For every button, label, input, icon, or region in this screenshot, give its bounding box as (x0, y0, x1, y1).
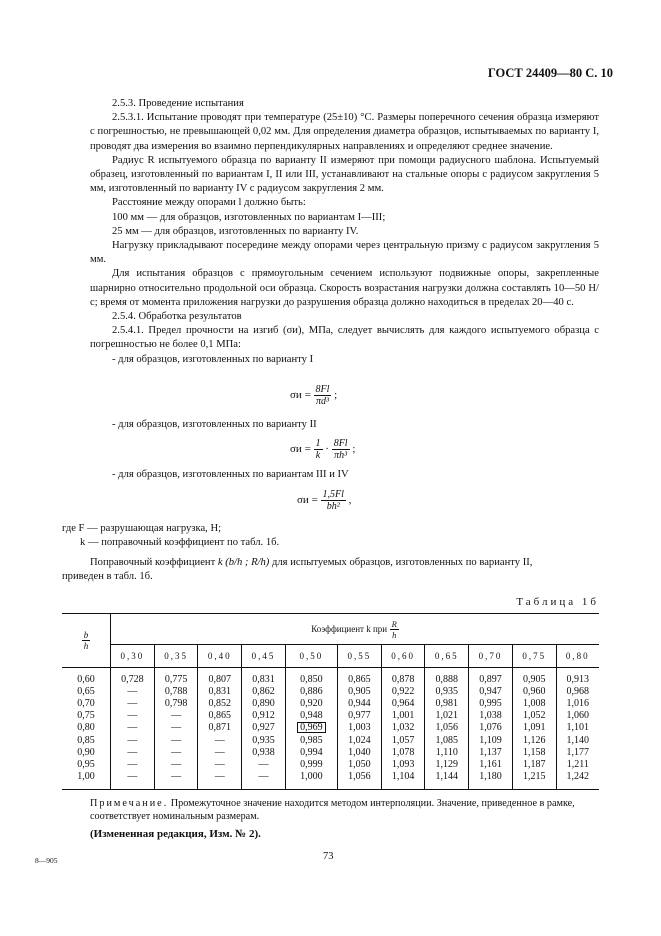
paragraph: Расстояние между опорами l должно быть: (112, 197, 306, 209)
formula-dot: · (325, 443, 329, 456)
fraction-denominator: bh² (326, 501, 340, 512)
table-cell (512, 686, 556, 698)
table-cell-value: — (127, 746, 138, 758)
table-cell-value: 1,144 (435, 770, 459, 782)
table-cell (425, 710, 469, 722)
table-cell-value: 1,140 (566, 734, 590, 746)
table-cell-value: 0,888 (435, 674, 459, 686)
formula-tail: ; (334, 389, 338, 402)
table-cell (154, 734, 198, 746)
table-cell-value: 0,807 (208, 674, 232, 686)
table-cell-value: 1,056 (348, 770, 371, 782)
table-cell (556, 747, 599, 759)
table-cell (111, 771, 155, 790)
table-cell (154, 698, 198, 710)
table-cell-value: 0,913 (566, 674, 590, 686)
table-cell-value: 1,180 (479, 770, 502, 782)
fraction-denominator: πh³ (334, 450, 348, 461)
table-cell (425, 747, 469, 759)
table-cell-value: 1,091 (522, 722, 546, 734)
table-cell (381, 722, 425, 734)
table-cell (425, 734, 469, 746)
table-cell-value: — (127, 698, 138, 710)
table-cell (381, 734, 425, 746)
table-cell (111, 686, 155, 698)
table-row-header: 0,80 (62, 722, 111, 734)
table-cell (381, 686, 425, 698)
note-label: Примечание. (90, 798, 169, 809)
table-cell (242, 747, 286, 759)
table-row (62, 734, 599, 746)
table-cell-value: 0,886 (300, 686, 323, 698)
table-cell-value: 0,944 (348, 698, 371, 710)
formula-fraction-k (314, 438, 323, 461)
table-cell (242, 710, 286, 722)
table-cell (285, 686, 337, 698)
table-cell-value: 1,052 (522, 710, 546, 722)
table-cell (469, 698, 513, 710)
table-row-header: 0,95 (62, 759, 111, 771)
table-cell-value: 1,003 (348, 722, 371, 734)
table-cell (337, 734, 381, 746)
table-cell-value: — (127, 686, 138, 698)
table-cell-value: — (214, 734, 225, 746)
table-cell-value: 0,935 (252, 734, 275, 746)
table-cell (425, 668, 469, 687)
table-cell-value: 0,912 (252, 710, 275, 722)
table-cell (285, 668, 337, 687)
table-cell (556, 698, 599, 710)
formula-lhs: σи = (290, 389, 311, 402)
table-cell-value: 1,060 (566, 710, 590, 722)
formula-fraction (314, 384, 332, 407)
table-cell-value: — (171, 722, 182, 734)
table-cell-value: 0,968 (566, 686, 590, 698)
table-cell (285, 734, 337, 746)
table-cell (381, 710, 425, 722)
table-cell (425, 686, 469, 698)
table-cell-value: 1,110 (435, 746, 458, 758)
table-cell-value: 1,076 (479, 722, 502, 734)
table-cell-value: 1,215 (522, 770, 546, 782)
table-column-header: 0,75 (512, 645, 556, 668)
section-heading-testing: 2.5.3. Проведение испытания (112, 98, 244, 109)
table-cell-value: — (171, 770, 182, 782)
table-cell-value: — (258, 770, 269, 782)
coef-text-c: приведен в табл. 1б. (62, 571, 153, 583)
table-column-header: 0,35 (154, 645, 198, 668)
table-cell (111, 668, 155, 687)
table-cell (198, 759, 242, 771)
table-cell (285, 710, 337, 722)
paragraph: 2.5.4.1. Предел прочности на изгиб (σи), МПа, следует вычислять для каждого испытуемого образца с погрешностью не более 0,1 МПа: (90, 325, 599, 351)
table-cell-value: 0,995 (479, 698, 502, 710)
table-cell-value: 0,935 (435, 686, 459, 698)
table-cell-value: 0,964 (391, 698, 415, 710)
table-cell-value: 0,977 (348, 710, 371, 722)
table-row-header: 0,90 (62, 747, 111, 759)
table-cell (512, 710, 556, 722)
fraction-numerator: 8Fl (333, 438, 348, 449)
table-column-header: 0,45 (242, 645, 286, 668)
table-cell (425, 771, 469, 790)
where-block (62, 522, 602, 550)
table-cell (154, 747, 198, 759)
table-cell-value: 0,938 (252, 746, 275, 758)
table-cell (381, 747, 425, 759)
table-cell-value: 1,050 (348, 758, 371, 770)
table-cell-value: 0,728 (121, 674, 144, 686)
table-cell-value: 1,126 (522, 734, 546, 746)
table-cell-value: 1,078 (391, 746, 415, 758)
coef-expression: k (b/h ; R/h) (217, 557, 270, 568)
formula-tail: , (348, 494, 352, 507)
table-cell (512, 722, 556, 734)
table-cell-value: — (171, 746, 182, 758)
table-cell-value: 0,927 (252, 722, 275, 734)
table-cell (154, 722, 198, 734)
section-heading-results: 2.5.4. Обработка результатов (112, 311, 242, 323)
table-cell-value: 0,850 (300, 674, 323, 686)
table-cell-value: 0,831 (208, 686, 232, 698)
table-cell-value: 0,922 (391, 686, 415, 698)
table-cell (512, 698, 556, 710)
paragraph: - для образцов, изготовленных по варианту I (112, 353, 314, 365)
table-note (90, 797, 599, 823)
table-cell-value: — (127, 710, 138, 722)
table-cell-value: — (127, 722, 138, 734)
table-cell-value: — (171, 758, 182, 770)
table-cell-value: 0,852 (208, 698, 232, 710)
table-cell-value: 0,897 (479, 674, 502, 686)
table-cell (425, 759, 469, 771)
table-cell (512, 668, 556, 687)
body-text-f2-intro (90, 418, 599, 432)
fraction-numerator: 1 (315, 438, 321, 449)
paragraph: 100 мм — для образцов, изготовленных по вариантам I—III; (112, 211, 386, 223)
table-cell (198, 747, 242, 759)
table-cell-value: 0,999 (300, 758, 323, 770)
table-cell-value: — (171, 710, 182, 722)
table-cell (469, 710, 513, 722)
table-cell (469, 759, 513, 771)
table-cell-value: 1,158 (522, 746, 546, 758)
table-cell (154, 759, 198, 771)
table-cell (198, 698, 242, 710)
table-cell-value: 0,878 (391, 674, 415, 686)
table-cell (198, 722, 242, 734)
table-cell (242, 668, 286, 687)
table-cell-value: 1,057 (391, 734, 415, 746)
table-cell (285, 771, 337, 790)
table-column-header: 0,65 (425, 645, 469, 668)
fraction-numerator: 8Fl (315, 384, 330, 395)
table-row (62, 759, 599, 771)
table-cell (111, 734, 155, 746)
table-cell-value: — (258, 758, 269, 770)
table-cell (337, 759, 381, 771)
body-text-top (90, 97, 599, 367)
corner-numerator: b (83, 630, 89, 640)
table-cell (198, 710, 242, 722)
paragraph: Нагрузку прикладывают посередине между опорами через центральную призму с радиусом закругления 5 мм. (90, 240, 599, 266)
formula-lhs: σи = (297, 494, 318, 507)
table-cell-value: 0,981 (435, 698, 459, 710)
group-header-text: Коэффициент k при (311, 623, 388, 634)
table-cell-value: 0,985 (300, 734, 323, 746)
paragraph: - для образцов, изготовленных по вариантам III и IV (112, 469, 349, 480)
table-cell (198, 686, 242, 698)
note-text: Промежуточное значение находится методом интерполяции. Значение, приведенное в рамке, соответствует номинальным размерам. (90, 798, 575, 822)
table-cell (154, 668, 198, 687)
body-text-f3-intro (90, 468, 599, 482)
table-cell (154, 771, 198, 790)
table-cell (469, 686, 513, 698)
formula-variant-3-4 (297, 489, 351, 512)
table-cell-value: 0,948 (300, 710, 323, 722)
table-cell-value: — (214, 758, 225, 770)
table-cell-value: 1,101 (566, 722, 590, 734)
table-cell (242, 686, 286, 698)
table-caption: Таблица 1б (516, 596, 599, 608)
table-cell (556, 734, 599, 746)
coef-text-b: для испытуемых образцов, изготовленных по варианту II, (272, 557, 533, 568)
table-cell-value: 1,021 (435, 710, 459, 722)
group-numerator: R (391, 618, 397, 629)
table-cell (242, 722, 286, 734)
table-cell-value: 1,040 (348, 746, 371, 758)
table-cell-value: 1,187 (522, 758, 546, 770)
table-cell (242, 698, 286, 710)
table-cell (556, 771, 599, 790)
table-cell (469, 722, 513, 734)
table-cell-value: 1,137 (479, 746, 502, 758)
table-row (62, 686, 599, 698)
table-cell (381, 668, 425, 687)
table-cell (154, 686, 198, 698)
table-row (62, 668, 599, 687)
table-cell (556, 710, 599, 722)
table-cell-value: 1,001 (391, 710, 415, 722)
table-cell (285, 722, 337, 734)
table-row-header: 0,75 (62, 710, 111, 722)
table-cell-value: 0,969 (297, 722, 326, 733)
table-cell-value: 0,862 (252, 686, 275, 698)
formula-fraction (332, 438, 350, 461)
amendment-note: (Измененная редакция, Изм. № 2). (90, 828, 261, 840)
fraction-denominator: k (315, 450, 321, 461)
table-cell-value: 1,056 (435, 722, 459, 734)
table-cell (285, 747, 337, 759)
fraction-denominator: πd³ (315, 396, 329, 407)
table-cell (337, 747, 381, 759)
table-cell-value: 0,798 (164, 698, 188, 710)
table-cell-value: 0,920 (300, 698, 323, 710)
table-row (62, 710, 599, 722)
table-row (62, 698, 599, 710)
table-cell-value: 1,242 (566, 770, 590, 782)
table-cell (381, 759, 425, 771)
table-cell-value: 0,960 (522, 686, 546, 698)
table-row (62, 747, 599, 759)
table-row-header: 0,85 (62, 734, 111, 746)
formula-variant-2 (290, 438, 355, 461)
table-cell-value: 0,865 (208, 710, 232, 722)
table-cell (425, 722, 469, 734)
formula-fraction (321, 489, 346, 512)
table-cell-value: 1,211 (566, 758, 589, 770)
table-cell (381, 698, 425, 710)
paragraph: 2.5.3.1. Испытание проводят при температуре (25±10) °С. Размеры поперечного сечения образца измеряют с погрешностью, не превышающей 0,02 мм. Для определения диаметра образцов, испытываемых по варианту I, проводят два измерения во взаимно перпендикулярных направлениях и определяют среднее значение. (90, 112, 599, 152)
table-cell (469, 734, 513, 746)
page-header: ГОСТ 24409—80 С. 10 (487, 66, 613, 80)
table-column-header: 0,30 (111, 645, 155, 668)
table-corner-header (62, 614, 111, 668)
page-number: 73 (323, 851, 334, 862)
table-cell-value: 1,161 (479, 758, 502, 770)
table-cell (469, 747, 513, 759)
table-cell (111, 722, 155, 734)
table-cell-value: — (127, 758, 138, 770)
table-cell (337, 771, 381, 790)
table-cell-value: 0,775 (164, 674, 188, 686)
table-cell (242, 771, 286, 790)
table-cell (512, 759, 556, 771)
table-cell-value: — (171, 734, 182, 746)
table-cell (198, 668, 242, 687)
formula-lhs: σи = (290, 443, 311, 456)
table-cell-value: 1,016 (566, 698, 590, 710)
table-cell (337, 686, 381, 698)
table-cell (111, 747, 155, 759)
table-cell (469, 771, 513, 790)
table-cell (512, 747, 556, 759)
where-line: k — поправочный коэффициент по табл. 1б. (80, 537, 280, 549)
table-cell (285, 698, 337, 710)
where-line: где F — разрушающая нагрузка, Н; (62, 523, 222, 534)
table-cell-value: 1,093 (391, 758, 415, 770)
table-row-header: 0,65 (62, 686, 111, 698)
table-cell (111, 710, 155, 722)
table-cell-value: 1,129 (435, 758, 459, 770)
coefficient-text (62, 556, 602, 584)
table-cell (469, 668, 513, 687)
table-cell (556, 668, 599, 687)
table-cell (381, 771, 425, 790)
table-cell-value: 1,177 (566, 746, 590, 758)
table-cell-value: 0,890 (252, 698, 275, 710)
table-row-header: 0,60 (62, 668, 111, 687)
paragraph: Для испытания образцов с прямоугольным сечением используют подвижные опоры, закрепленные шарнирно относительно продольной оси образца. Скорость возрастания нагрузки должна составлять 10—50 Н/с; время от момента приложения нагрузки до разрушения образца должно находиться в пределах 20—40 с. (90, 268, 599, 308)
coef-text-a: Поправочный коэффициент (90, 557, 216, 568)
table-cell (198, 771, 242, 790)
table-cell-value: — (214, 746, 225, 758)
table-cell-value: 0,905 (522, 674, 546, 686)
paragraph: 25 мм — для образцов, изготовленных по варианту IV. (112, 225, 359, 237)
group-denominator: h (392, 629, 397, 640)
table-column-header-row (62, 645, 599, 668)
table-column-header: 0,55 (337, 645, 381, 668)
table-cell (242, 734, 286, 746)
table-cell (512, 771, 556, 790)
corner-denominator: h (83, 641, 89, 651)
table-cell-value: 1,000 (300, 770, 323, 782)
table-column-header: 0,40 (198, 645, 242, 668)
table-column-header: 0,60 (381, 645, 425, 668)
table-body (62, 668, 599, 790)
table-column-header: 0,70 (469, 645, 513, 668)
table-cell (512, 734, 556, 746)
table-cell-value: 1,024 (348, 734, 371, 746)
table-row-header: 0,70 (62, 698, 111, 710)
table-cell-value: 0,831 (252, 674, 275, 686)
coefficient-table (62, 613, 599, 790)
table-cell (556, 759, 599, 771)
table-cell-value: 0,947 (479, 686, 502, 698)
table-cell (198, 734, 242, 746)
table-cell (111, 698, 155, 710)
fraction-numerator: 1,5Fl (322, 489, 344, 500)
table-cell (285, 759, 337, 771)
table-cell-value: 1,008 (522, 698, 546, 710)
table-cell (556, 722, 599, 734)
table-cell-value: 1,104 (391, 770, 415, 782)
table-cell (337, 710, 381, 722)
paragraph: Радиус R испытуемого образца по варианту II измеряют при помощи радиусного шаблона. Испытуемый образец, изготовленный по вариантам I, II или III, устанавливают на стальные опоры с радиусом закругления 5 мм, изготовленный по варианту IV с радиусом закругления 2 мм. (90, 154, 599, 195)
table-row (62, 771, 599, 790)
table-row (62, 722, 599, 734)
table-cell-value: 1,038 (479, 710, 502, 722)
table-cell-value: 0,788 (164, 686, 188, 698)
table-column-header: 0,80 (556, 645, 599, 668)
table-column-header: 0,50 (285, 645, 337, 668)
table-cell-value: 0,865 (348, 674, 371, 686)
formula-tail: ; (352, 443, 356, 456)
table-cell (154, 710, 198, 722)
table-cell-value: 1,109 (479, 734, 502, 746)
table-cell (556, 686, 599, 698)
table-cell (337, 668, 381, 687)
table-cell-value: — (127, 770, 138, 782)
table-cell-value: — (214, 770, 225, 782)
table-cell-value: 1,032 (391, 722, 415, 734)
footer-code: 8—905 (35, 856, 58, 865)
table-cell (111, 759, 155, 771)
table-group-header (111, 614, 600, 645)
table-row-header: 1,00 (62, 771, 111, 790)
paragraph: - для образцов, изготовленных по варианту II (112, 419, 317, 430)
formula-variant-1 (290, 384, 337, 407)
table-cell-value: 0,871 (208, 722, 232, 734)
table-cell-value: 0,905 (348, 686, 371, 698)
table-cell (242, 759, 286, 771)
table-cell (425, 698, 469, 710)
table-cell-value: 1,085 (435, 734, 459, 746)
table-cell (337, 722, 381, 734)
table-cell-value: 0,994 (300, 746, 323, 758)
table-cell (337, 698, 381, 710)
table-cell-value: — (127, 734, 138, 746)
